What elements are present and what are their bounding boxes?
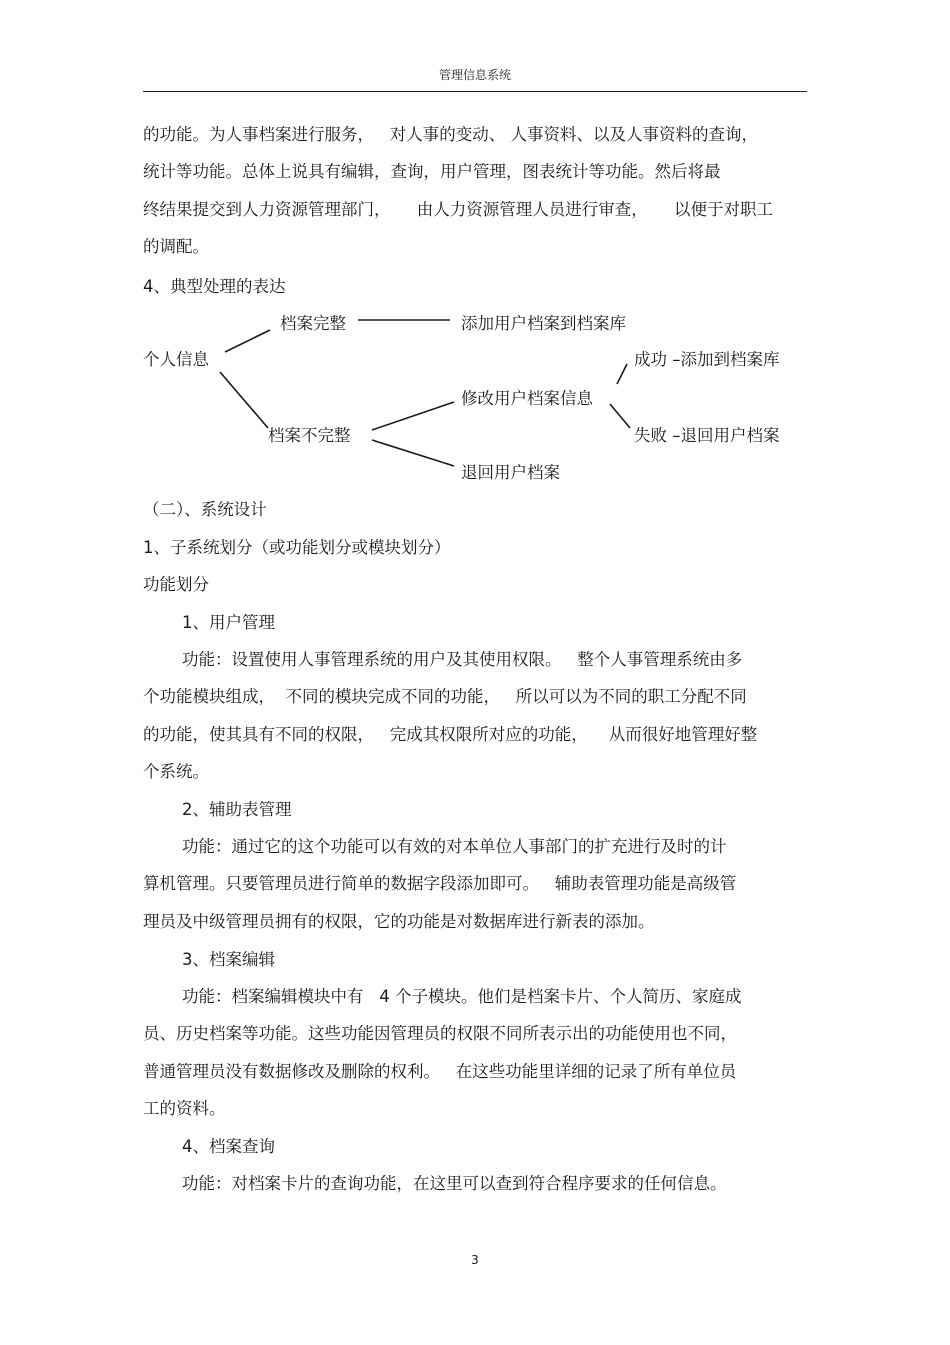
diagram-node-incomplete: 档案不完整 [268, 426, 351, 445]
design-heading: （二）、系统设计 [143, 500, 267, 519]
page-number: 3 [471, 1253, 479, 1267]
module-line: 员、历史档案等功能。这些功能因管理员的权限不同所表示出的功能使用也不同， [143, 1024, 737, 1043]
design-subheading: 1、子系统划分（或功能划分或模块划分） [143, 538, 451, 557]
diagram-node-return: 退回用户档案 [461, 463, 560, 482]
module-line: 功能：对档案卡片的查询功能，在这里可以查到符合程序要求的任何信息。 [182, 1174, 727, 1193]
edge-incomplete-return [372, 440, 454, 466]
diagram-node-fail: 失败 –退回用户档案 [634, 426, 780, 445]
module-line: 的功能，使其具有不同的权限， 完成其权限所对应的功能， 从而很好地管理好整 [143, 725, 758, 744]
module-title: 2、辅助表管理 [182, 800, 292, 819]
section-heading: 4、典型处理的表达 [143, 277, 286, 296]
diagram-node-root: 个人信息 [143, 350, 209, 369]
page-header-title: 管理信息系统 [438, 68, 511, 82]
module-title: 4、档案查询 [182, 1137, 275, 1156]
edge-modify-fail [610, 404, 630, 428]
intro-line: 统计等功能。总体上说具有编辑，查询，用户管理，图表统计等功能。然后将最 [143, 162, 721, 181]
function-division-title: 功能划分 [143, 575, 209, 594]
edge-root-incomplete [220, 372, 268, 428]
module-line: 理员及中级管理员拥有的权限，它的功能是对数据库进行新表的添加。 [143, 912, 655, 931]
module-line: 算机管理。只要管理员进行简单的数据字段添加即可。 辅助表管理功能是高级管 [143, 874, 737, 893]
intro-line: 终结果提交到人力资源管理部门， 由人力资源管理人员进行审查， 以便于对职工 [143, 200, 773, 219]
module-line: 个系统。 [143, 762, 209, 781]
module-line: 功能：设置使用人事管理系统的用户及其使用权限。 整个人事管理系统由多 [182, 650, 743, 669]
module-line: 工的资料。 [143, 1099, 226, 1118]
diagram-node-success: 成功 –添加到档案库 [634, 350, 780, 369]
edge-incomplete-modify [372, 402, 454, 430]
diagram-node-complete: 档案完整 [280, 314, 346, 333]
diagram-node-add-to-db: 添加用户档案到档案库 [461, 314, 626, 333]
module-title: 1、用户管理 [182, 613, 275, 632]
diagram-node-modify: 修改用户档案信息 [461, 389, 593, 408]
edge-root-complete [225, 330, 270, 352]
edge-modify-success [617, 364, 627, 384]
module-title: 3、档案编辑 [182, 950, 275, 969]
module-line: 个功能模块组成， 不同的模块完成不同的功能， 所以可以为不同的职工分配不同 [143, 687, 747, 706]
intro-line: 的调配。 [143, 237, 209, 256]
module-line: 功能：通过它的这个功能可以有效的对本单位人事部门的扩充进行及时的计 [182, 837, 727, 856]
module-line: 普通管理员没有数据修改及删除的权利。 在这些功能里详细的记录了所有单位员 [143, 1062, 737, 1081]
intro-line: 的功能。为人事档案进行服务， 对人事的变动、 人事资料、以及人事资料的查询， [143, 125, 758, 144]
module-line: 功能：档案编辑模块中有 4 个子模块。他们是档案卡片、个人简历、家庭成 [182, 987, 742, 1006]
